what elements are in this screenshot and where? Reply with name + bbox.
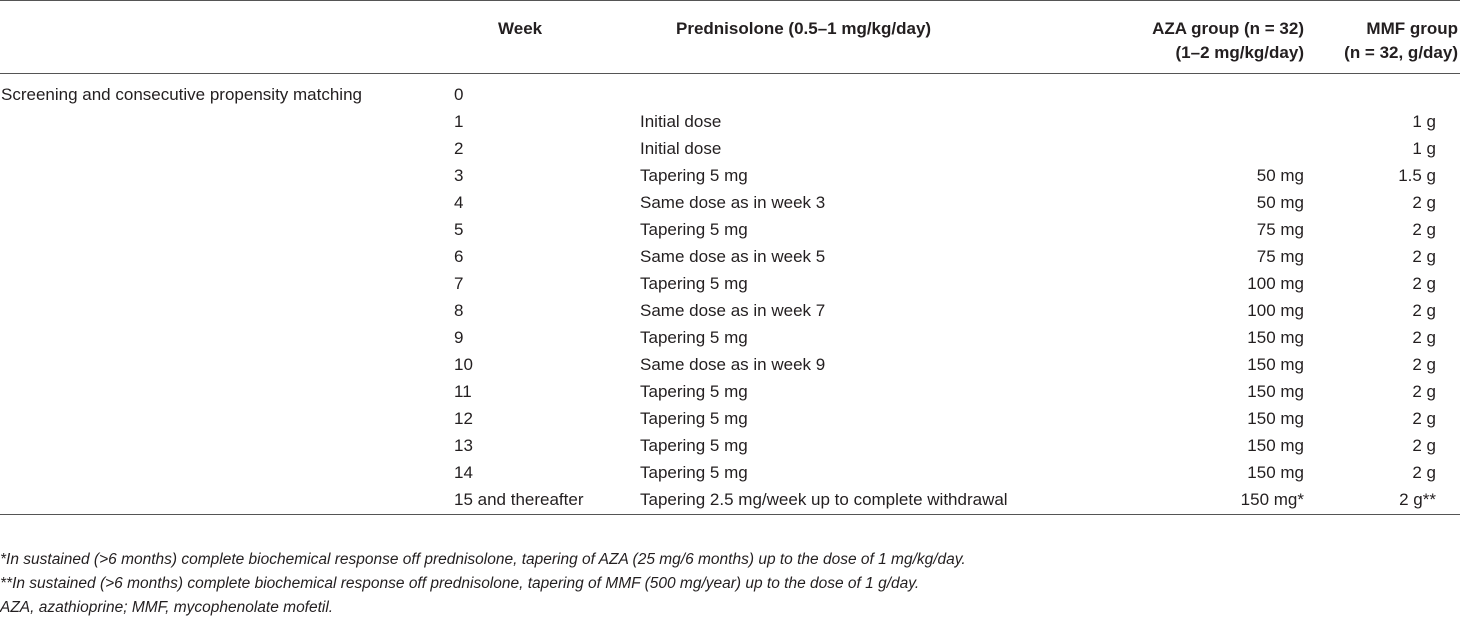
table-row (0, 459, 1460, 486)
row-mmf-dose: 2 g (1412, 462, 1436, 482)
row-week: 8 (454, 300, 464, 320)
row-description (0, 108, 446, 135)
table-row (0, 243, 1460, 270)
row-week: 7 (454, 273, 464, 293)
table-row (0, 216, 1460, 243)
row-aza-dose: 50 mg (1256, 165, 1304, 185)
row-prednisolone: Tapering 5 mg (640, 327, 748, 347)
row-prednisolone: Tapering 5 mg (640, 165, 748, 185)
row-description (0, 216, 446, 243)
row-prednisolone: Initial dose (640, 111, 722, 131)
row-week: 13 (454, 435, 473, 455)
table-row (0, 162, 1460, 189)
row-prednisolone: Initial dose (640, 138, 722, 158)
row-aza-dose: 150 mg (1247, 354, 1304, 374)
row-mmf-dose: 2 g (1412, 435, 1436, 455)
row-aza-dose (1074, 108, 1314, 135)
row-aza-dose (1074, 135, 1314, 162)
row-week: 11 (454, 381, 472, 401)
row-week: 14 (454, 462, 473, 482)
row-description (0, 135, 446, 162)
row-week: 4 (454, 192, 464, 212)
row-prednisolone: Tapering 5 mg (640, 219, 748, 239)
table-row (0, 73, 1460, 108)
row-prednisolone: Same dose as in week 9 (640, 354, 826, 374)
row-mmf-dose: 2 g (1412, 246, 1436, 266)
table-row (0, 351, 1460, 378)
row-week: 0 (454, 84, 464, 104)
row-mmf-dose: 2 g (1412, 192, 1436, 212)
row-aza-dose: 150 mg (1247, 408, 1304, 428)
row-aza-dose: 100 mg (1247, 300, 1304, 320)
row-prednisolone: Tapering 5 mg (640, 408, 748, 428)
row-week: 6 (454, 246, 464, 266)
row-mmf-dose: 2 g (1412, 219, 1436, 239)
header-aza-line1: AZA group (n = 32) (1152, 19, 1304, 38)
table-row (0, 486, 1460, 515)
row-mmf-dose: 2 g (1412, 354, 1436, 374)
row-aza-dose: 150 mg* (1074, 486, 1314, 515)
row-description (0, 405, 446, 432)
header-mmf-line2: (n = 32, g/day) (1344, 43, 1458, 62)
row-mmf-dose: 2 g (1412, 327, 1436, 347)
header-aza-group (1074, 3, 1314, 73)
row-description (0, 189, 446, 216)
row-aza-dose: 50 mg (1256, 192, 1304, 212)
row-description (0, 486, 446, 515)
row-mmf-dose: 1 g (1412, 111, 1436, 131)
footnote-mmf: **In sustained (>6 months) complete biochemical response off prednisolone, tapering of MMF (500 mg/year) up to the dose of 1 g/day. (0, 575, 920, 592)
row-description (0, 432, 446, 459)
row-mmf-dose: 1.5 g (1398, 165, 1436, 185)
row-aza-dose: 150 mg (1247, 462, 1304, 482)
row-mmf-dose: 2 g (1412, 408, 1436, 428)
row-description: Screening and consecutive propensity matching (1, 84, 362, 104)
table-body (0, 73, 1460, 514)
table-row (0, 108, 1460, 135)
row-description (0, 297, 446, 324)
row-aza-dose: 150 mg (1247, 435, 1304, 455)
row-prednisolone: Tapering 5 mg (640, 435, 748, 455)
row-mmf-dose: 1 g (1412, 138, 1436, 158)
header-row (0, 3, 1460, 73)
table-row (0, 324, 1460, 351)
table-row (0, 405, 1460, 432)
row-week: 10 (454, 354, 473, 374)
table-header (0, 1, 1460, 74)
footnote-abbreviations: AZA, azathioprine; MMF, mycophenolate mofetil. (0, 599, 334, 616)
row-prednisolone: Tapering 5 mg (640, 273, 748, 293)
table-row (0, 432, 1460, 459)
row-prednisolone: Same dose as in week 3 (640, 192, 826, 212)
row-description (0, 270, 446, 297)
row-description (0, 459, 446, 486)
row-aza-dose: 75 mg (1256, 246, 1304, 266)
row-mmf-dose: 2 g (1412, 381, 1436, 401)
table-row (0, 297, 1460, 324)
row-description (0, 324, 446, 351)
header-week: Week (446, 3, 638, 73)
row-mmf-dose (1314, 73, 1460, 108)
row-week: 2 (454, 138, 464, 158)
row-prednisolone: Tapering 5 mg (640, 381, 748, 401)
row-description (0, 243, 446, 270)
row-prednisolone: Same dose as in week 5 (640, 246, 826, 266)
footnotes (0, 548, 1460, 620)
table-row (0, 270, 1460, 297)
row-week: 12 (454, 408, 473, 428)
row-week: 5 (454, 219, 464, 239)
row-prednisolone: Same dose as in week 7 (640, 300, 826, 320)
row-aza-dose: 150 mg (1247, 381, 1304, 401)
header-empty (0, 3, 446, 73)
row-prednisolone (638, 73, 1074, 108)
row-week: 3 (454, 165, 464, 185)
row-description (0, 351, 446, 378)
row-mmf-dose: 2 g (1412, 300, 1436, 320)
footnote-aza: *In sustained (>6 months) complete biochemical response off prednisolone, tapering of AZA (25 mg/6 months) up to the dose of 1 mg/kg/day. (0, 551, 966, 568)
table-row (0, 135, 1460, 162)
row-aza-dose (1074, 73, 1314, 108)
row-week: 15 and thereafter (446, 486, 638, 515)
header-mmf-line1: MMF group (1366, 19, 1458, 38)
row-mmf-dose: 2 g (1412, 273, 1436, 293)
header-aza-line2: (1–2 mg/kg/day) (1175, 43, 1304, 62)
row-aza-dose: 100 mg (1247, 273, 1304, 293)
row-week: 1 (454, 111, 464, 131)
row-description (0, 162, 446, 189)
row-prednisolone: Tapering 5 mg (640, 462, 748, 482)
row-prednisolone: Tapering 2.5 mg/week up to complete withdrawal (638, 486, 1074, 515)
row-aza-dose: 75 mg (1256, 219, 1304, 239)
row-mmf-dose: 2 g** (1314, 486, 1460, 515)
row-week: 9 (454, 327, 464, 347)
row-aza-dose: 150 mg (1247, 327, 1304, 347)
row-description (0, 378, 446, 405)
table-row (0, 189, 1460, 216)
table-row (0, 378, 1460, 405)
header-prednisolone: Prednisolone (0.5–1 mg/kg/day) (638, 3, 1074, 73)
header-mmf-group (1314, 3, 1460, 73)
